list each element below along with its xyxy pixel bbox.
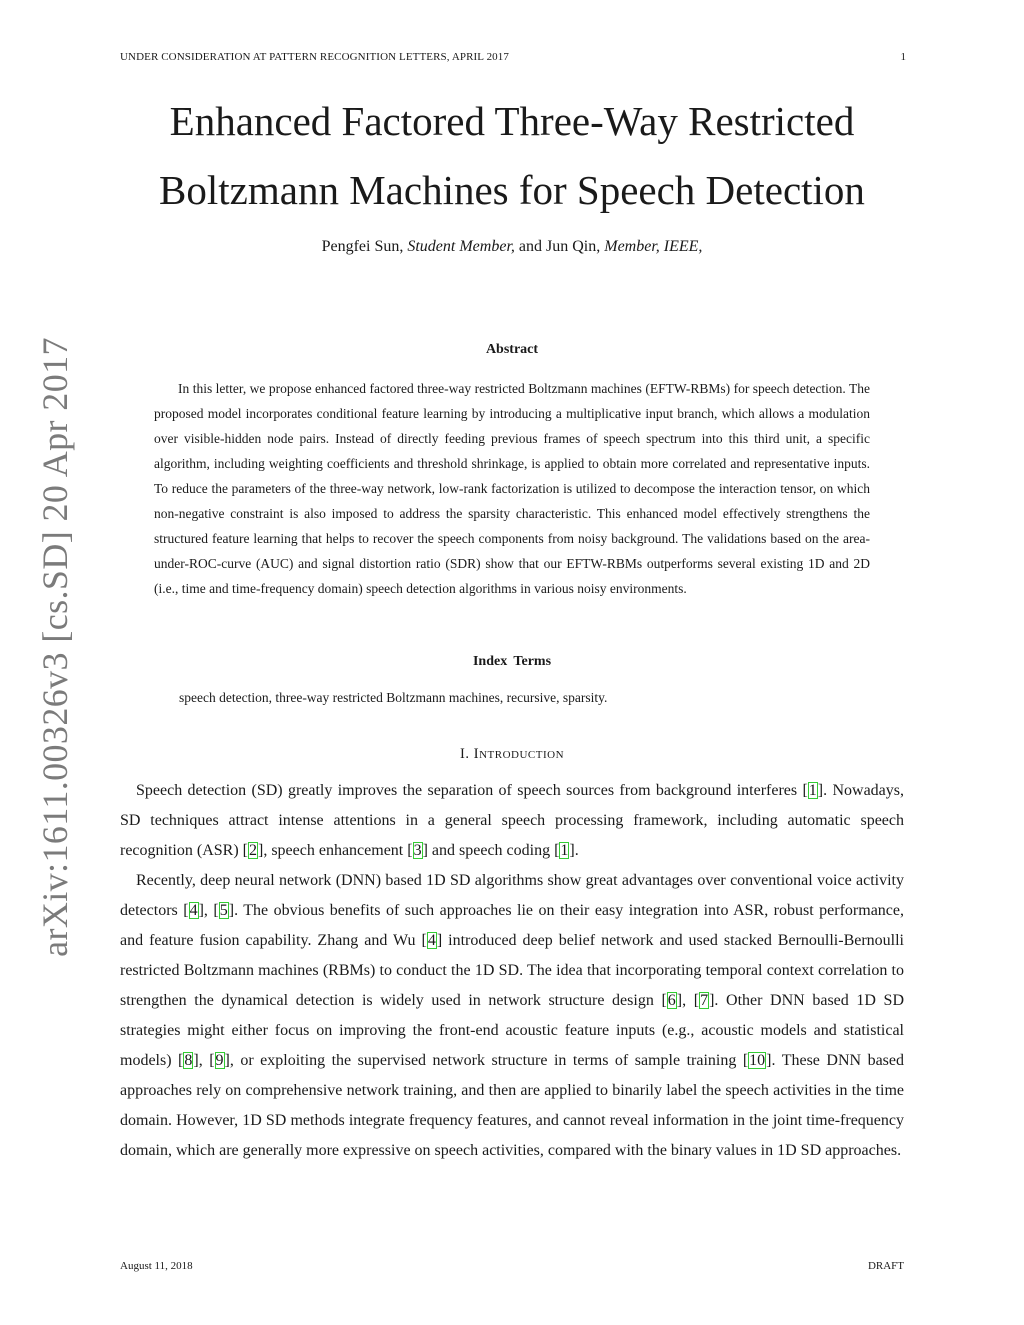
text-run: Recently, deep neural network (DNN) based 1D SD algorithms show great advantages over conventional voice activity detectors xyxy=(120,872,904,919)
footer-draft-label: DRAFT xyxy=(867,1260,904,1272)
index-terms-body: speech detection, three-way restricted Boltzmann machines, recursive, sparsity. xyxy=(179,690,608,705)
paper-title-line-1: Enhanced Factored Three-Way Restricted xyxy=(169,98,855,144)
citation-link[interactable]: [1] xyxy=(554,842,575,859)
text-run: , xyxy=(682,992,694,1009)
citation-link[interactable]: [7] xyxy=(693,992,715,1009)
citation-link[interactable]: [6] xyxy=(661,992,683,1009)
citation-number[interactable]: 5 xyxy=(219,902,228,919)
text-run: . Other DNN based 1D SD strategies might either focus on improving the front-end acoustic feature inputs (e.g., acoustic models and statistical models) xyxy=(120,992,905,1069)
section-number: I. xyxy=(459,746,470,762)
text-run: . Nowadays, SD techniques attract intense attentions in a general speech processing framework, including automatic speech recognition (ASR) xyxy=(120,782,904,859)
citation-number[interactable]: 9 xyxy=(215,1052,224,1069)
citation-number[interactable]: 1 xyxy=(808,782,817,799)
citation-number[interactable]: 2 xyxy=(248,842,257,859)
citation-number[interactable]: 4 xyxy=(189,902,198,919)
author-2-name: Jun Qin, xyxy=(546,238,601,255)
citation-number[interactable]: 7 xyxy=(700,992,709,1009)
text-run: . These DNN based approaches rely on comprehensive network training, and then are applied to binarily label the speech activities in the time domain. However, 1D SD methods integrate frequency features, and cannot reveal information in the joint time-frequency domain, which are generally more expressive on speech activities, compared with the binary values in 1D SD approaches. xyxy=(120,1052,905,1159)
text-run: , xyxy=(203,902,214,919)
citation-number[interactable]: 3 xyxy=(413,842,422,859)
citation-link[interactable]: [2] xyxy=(242,842,264,859)
citation-link[interactable]: [9] xyxy=(209,1052,230,1069)
citation-link[interactable]: [8] xyxy=(178,1052,199,1069)
index-terms-heading: Index Terms xyxy=(472,654,552,669)
citation-link[interactable]: [10] xyxy=(742,1052,772,1069)
text-run: introduced deep belief network and used stacked Bernoulli-Bernoulli restricted Boltzmann machines (RBMs) to conduct the 1D SD. The idea that incorporating temporal context correlation to strengthen the dynamical detection is widely used in network structure design xyxy=(120,932,905,1009)
text-run: , xyxy=(198,1052,210,1069)
author-conjunction: and xyxy=(518,238,542,255)
running-header: UNDER CONSIDERATION AT PATTERN RECOGNITION LETTERS, APRIL 2017 xyxy=(120,51,509,63)
text-run: . xyxy=(574,842,579,859)
intro-paragraph-1 xyxy=(120,776,904,866)
abstract-body: In this letter, we propose enhanced factored three-way restricted Boltzmann machines (EFTW-RBMs) for speech detection. The proposed model incorporates conditional feature learning by introducing a multiplicative input branch, which allows a modulation over visible-hidden node pairs. Instead of directly feeding previous frames of speech spectrum into this third unit, a specific algorithm, including weighting coefficients and threshold shrinkage, is applied to obtain more correlated and representative inputs. To reduce the parameters of the three-way network, low-rank factorization is utilized to decompose the interaction tensor, on which non-negative constraint is also imposed to address the sparsity characteristic. This enhanced model effectively strengthens the structured feature learning that helps to recover the speech components from noisy background. The validations based on the area-under-ROC-curve (AUC) and signal distortion ratio (SDR) show that our EFTW-RBMs outperforms several existing 1D and 2D (i.e., time and time-frequency domain) speech detection algorithms in various noisy environments. xyxy=(154,381,870,596)
citation-link[interactable]: [3] xyxy=(407,842,428,859)
text-run: Speech detection (SD) greatly improves the separation of speech sources from background interferes xyxy=(136,782,803,799)
author-line xyxy=(0,238,1024,256)
text-run: , speech enhancement xyxy=(263,842,408,859)
author-1-name: Pengfei Sun, xyxy=(321,238,404,255)
text-run: . The obvious benefits of such approaches lie on their easy integration into ASR, robust performance, and feature fusion capability. Zhang and Wu xyxy=(120,902,905,949)
footer-date: August 11, 2018 xyxy=(120,1260,193,1272)
citation-number[interactable]: 6 xyxy=(667,992,676,1009)
citation-link[interactable]: [4] xyxy=(421,932,443,949)
citation-number[interactable]: 10 xyxy=(749,1052,766,1069)
introduction-body xyxy=(120,776,904,1166)
arxiv-stamp: arXiv:1611.00326v3 [cs.SD] 20 Apr 2017 xyxy=(35,337,75,957)
intro-paragraph-2 xyxy=(120,866,904,1166)
citation-number[interactable]: 8 xyxy=(184,1052,193,1069)
section-heading-introduction xyxy=(0,746,1024,763)
citation-number[interactable]: 1 xyxy=(560,842,569,859)
citation-number[interactable]: 4 xyxy=(427,932,436,949)
citation-link[interactable]: [4] xyxy=(183,902,204,919)
abstract-heading: Abstract xyxy=(485,342,539,357)
section-title: Introduction xyxy=(473,746,565,762)
author-1-role: Student Member, xyxy=(407,238,515,255)
page-number: 1 xyxy=(900,51,906,63)
citation-link[interactable]: [5] xyxy=(213,902,235,919)
citation-link[interactable]: [1] xyxy=(802,782,824,799)
text-run: , or exploiting the supervised network structure in terms of sample training xyxy=(229,1052,743,1069)
author-2-role: Member, IEEE, xyxy=(604,238,703,255)
text-run: and speech coding xyxy=(427,842,555,859)
paper-title-line-2: Boltzmann Machines for Speech Detection xyxy=(159,167,865,213)
